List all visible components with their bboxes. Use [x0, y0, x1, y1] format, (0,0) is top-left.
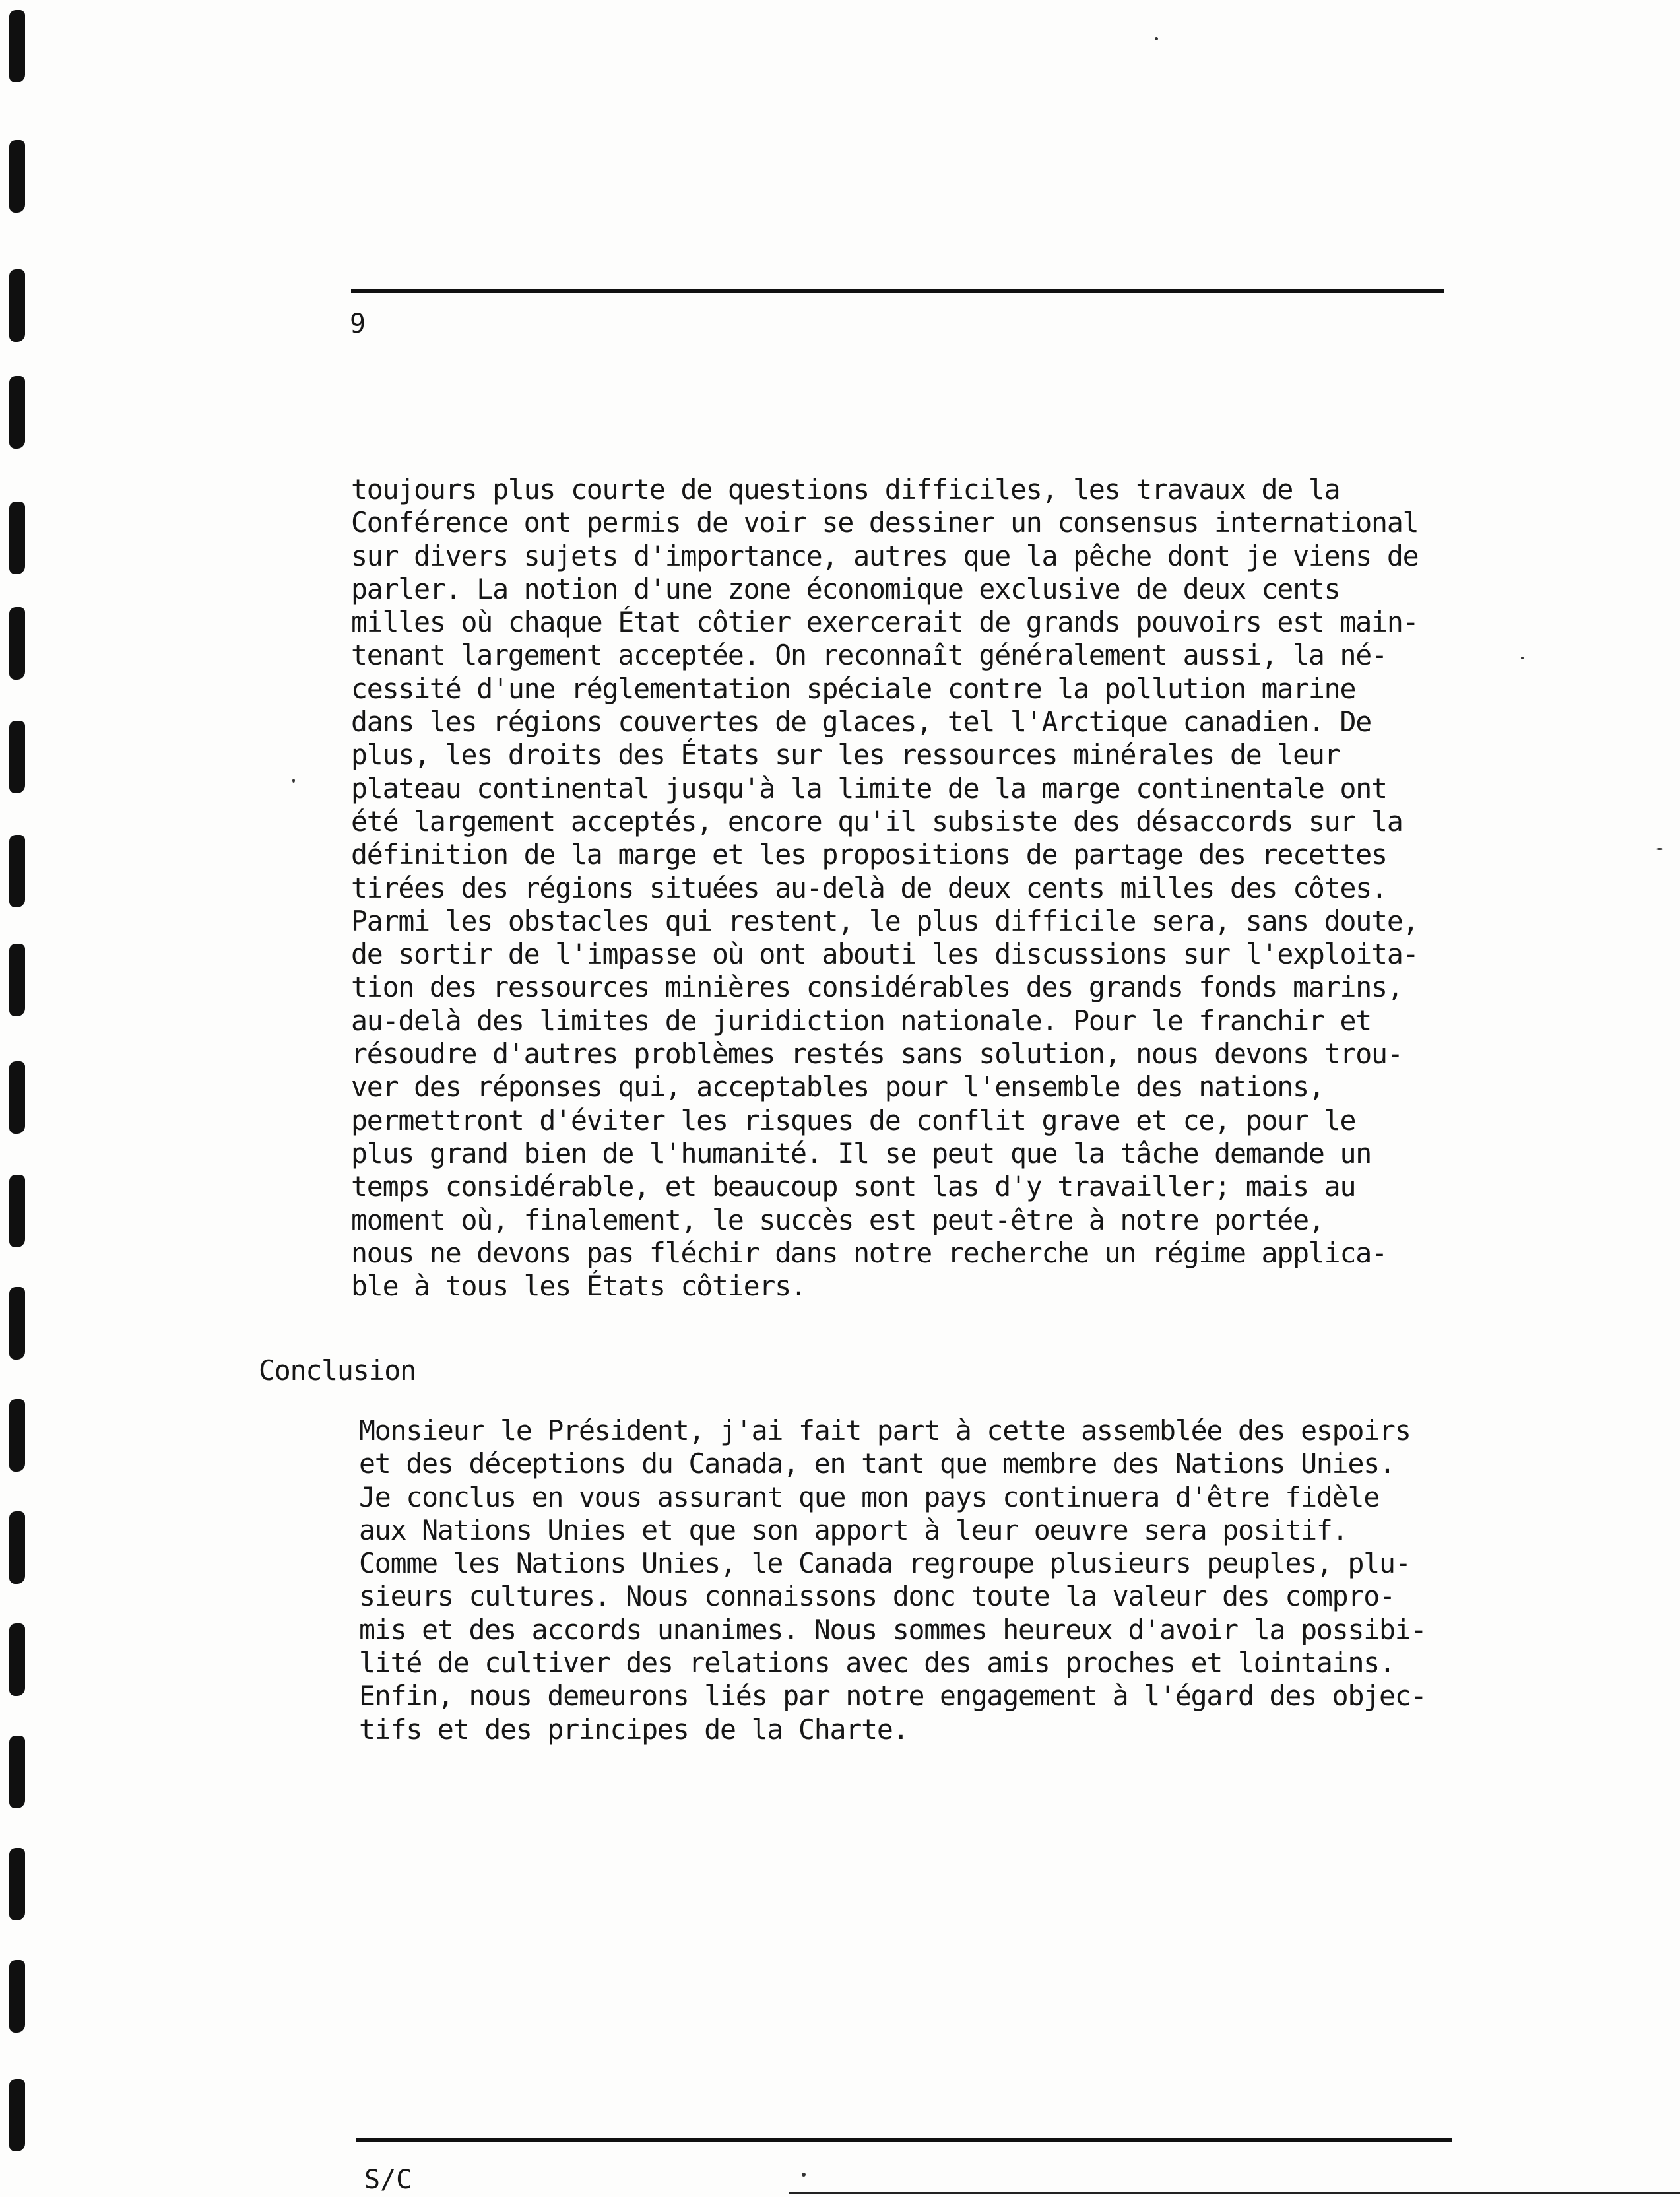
punch-hole: [9, 502, 25, 574]
text-line: sieurs cultures. Nous connaissons donc toute la valeur des compro-: [359, 1580, 1395, 1613]
page-edge-line: [789, 2192, 1680, 2194]
text-line: tion des ressources minières considérables des grands fonds marins,: [351, 971, 1403, 1004]
punch-hole: [9, 1623, 25, 1696]
punch-hole: [9, 1175, 25, 1247]
page-number: 9: [350, 309, 366, 339]
punch-hole: [9, 1511, 25, 1584]
text-line: dans les régions couvertes de glaces, tel l'Arctique canadien. De: [351, 705, 1372, 738]
text-line: tenant largement acceptée. On reconnaît généralement aussi, la né-: [351, 639, 1387, 672]
scan-speck: [1656, 848, 1663, 850]
text-line: tifs et des principes de la Charte.: [359, 1713, 909, 1746]
text-line: ble à tous les États côtiers.: [351, 1270, 806, 1303]
text-line: milles où chaque État côtier exercerait de grands pouvoirs est main-: [351, 606, 1419, 639]
punch-hole: [9, 1061, 25, 1134]
footer-reference: S/C: [364, 2165, 412, 2195]
text-line: résoudre d'autres problèmes restés sans solution, nous devons trou-: [351, 1037, 1403, 1070]
punch-hole: [9, 1848, 25, 1920]
text-line: Monsieur le Président, j'ai fait part à cette assemblée des espoirs: [359, 1414, 1411, 1447]
punch-hole: [9, 1960, 25, 2033]
punch-hole: [9, 721, 25, 793]
text-line: Comme les Nations Unies, le Canada regroupe plusieurs peuples, plu-: [359, 1547, 1411, 1580]
scan-speck: [1155, 37, 1158, 40]
text-line: moment où, finalement, le succès est peut-être à notre portée,: [351, 1203, 1324, 1236]
text-line: Conférence ont permis de voir se dessiner un consensus international: [351, 506, 1419, 539]
text-line: permettront d'éviter les risques de conflit grave et ce, pour le: [351, 1103, 1356, 1136]
punch-hole: [9, 269, 25, 342]
scan-speck: [1521, 657, 1524, 659]
text-line: tirées des régions situées au-delà de deux cents milles des côtes.: [351, 871, 1387, 904]
scan-speck: [802, 2173, 806, 2177]
text-line: aux Nations Unies et que son apport à leur oeuvre sera positif.: [359, 1513, 1348, 1546]
text-line: et des déceptions du Canada, en tant que membre des Nations Unies.: [359, 1447, 1395, 1480]
punch-hole: [9, 835, 25, 907]
footer-rule: [356, 2138, 1452, 2142]
text-line: toujours plus courte de questions difficiles, les travaux de la: [351, 473, 1340, 506]
text-line: définition de la marge et les propositions de partage des recettes: [351, 838, 1387, 871]
punch-hole: [9, 607, 25, 680]
text-line: plus, les droits des États sur les ressources minérales de leur: [351, 738, 1340, 771]
punch-hole: [9, 1736, 25, 1808]
text-line: ver des réponses qui, acceptables pour l'ensemble des nations,: [351, 1070, 1324, 1103]
text-line: Parmi les obstacles qui restent, le plus difficile sera, sans doute,: [351, 904, 1419, 937]
punch-hole: [9, 944, 25, 1016]
text-line: plus grand bien de l'humanité. Il se peut que la tâche demande un: [351, 1136, 1372, 1169]
punch-hole: [9, 10, 25, 82]
binder-punch-holes: [5, 0, 45, 2197]
text-line: plateau continental jusqu'à la limite de la marge continentale ont: [351, 771, 1387, 804]
scan-speck: [292, 779, 295, 783]
body-paragraph: [351, 473, 1486, 1303]
text-line: parler. La notion d'une zone économique exclusive de deux cents: [351, 572, 1340, 605]
section-heading-conclusion: Conclusion: [259, 1354, 416, 1387]
punch-hole: [9, 140, 25, 213]
text-line: lité de cultiver des relations avec des amis proches et lointains.: [359, 1647, 1395, 1680]
punch-hole: [9, 376, 25, 449]
text-line: été largement acceptés, encore qu'il subsiste des désaccords sur la: [351, 804, 1403, 837]
header-rule: [351, 289, 1444, 293]
punch-hole: [9, 1399, 25, 1472]
text-line: temps considérable, et beaucoup sont las d'y travailler; mais au: [351, 1170, 1356, 1203]
text-line: cessité d'une réglementation spéciale contre la pollution marine: [351, 672, 1356, 705]
text-line: nous ne devons pas fléchir dans notre recherche un régime applica-: [351, 1236, 1387, 1269]
text-line: mis et des accords unanimes. Nous sommes heureux d'avoir la possibi-: [359, 1613, 1427, 1646]
text-line: Je conclus en vous assurant que mon pays continuera d'être fidèle: [359, 1480, 1380, 1513]
text-line: Enfin, nous demeurons liés par notre engagement à l'égard des objec-: [359, 1680, 1427, 1713]
text-line: sur divers sujets d'importance, autres que la pêche dont je viens de: [351, 539, 1419, 572]
text-line: au-delà des limites de juridiction nationale. Pour le franchir et: [351, 1004, 1372, 1037]
text-line: de sortir de l'impasse où ont abouti les discussions sur l'exploita-: [351, 938, 1419, 971]
conclusion-paragraph: [359, 1414, 1494, 1746]
punch-hole: [9, 1287, 25, 1360]
punch-hole: [9, 2079, 25, 2151]
